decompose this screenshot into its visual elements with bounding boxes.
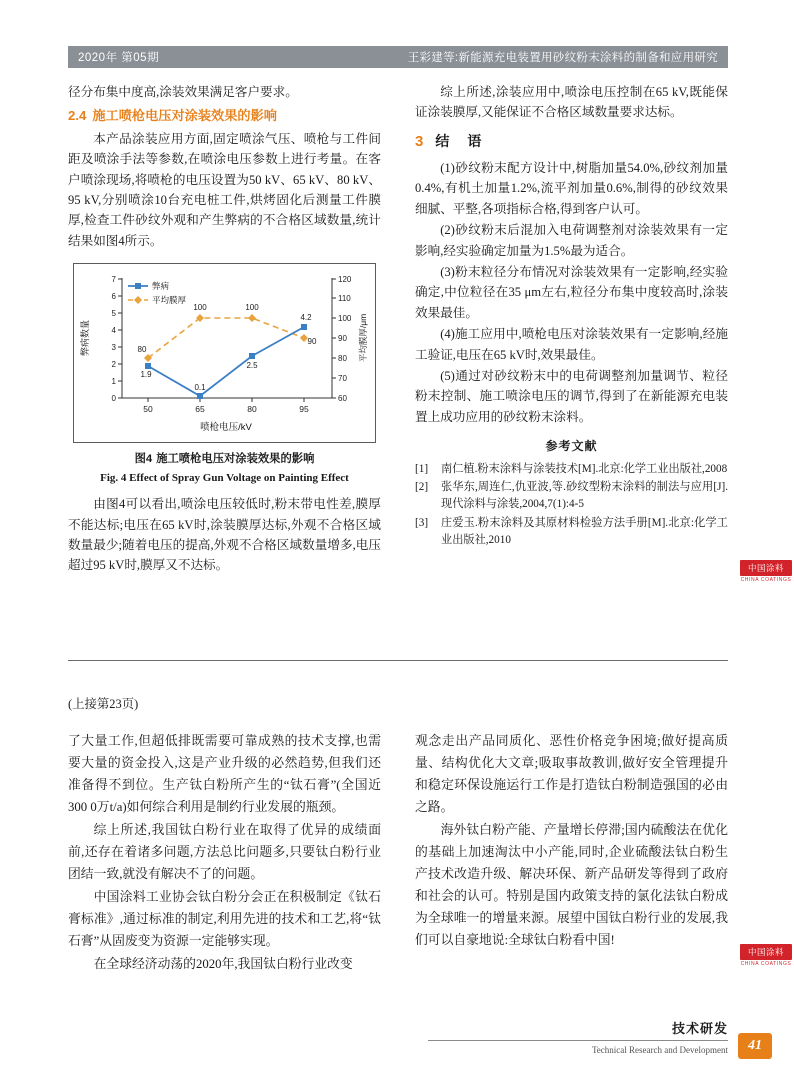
svg-text:0: 0	[111, 394, 116, 404]
logo-mark: 中国涂料	[740, 944, 792, 960]
conclusion-item-1: (1)砂纹粉末配方设计中,树脂加量54.0%,砂纹剂加量0.4%,有机土加量1.2%,流平剂加量0.6%,制得的砂纹效果细腻、平整,各项指标合格,得到客户认可。	[415, 161, 728, 216]
logo-subtext: CHINA COATINGS	[740, 961, 792, 967]
svg-text:3: 3	[111, 343, 116, 353]
article-divider	[68, 660, 728, 661]
svg-text:喷枪电压/kV: 喷枪电压/kV	[200, 422, 252, 434]
lower-columns	[68, 730, 728, 990]
svg-text:4.2: 4.2	[300, 313, 312, 323]
conclusion-item-2: (2)砂纹粉末后混加入电荷调整剂对涂装效果有一定影响,经实验确定加量为1.5%最为适合。	[415, 223, 728, 258]
figure-caption-text: 施工喷枪电压对涂装效果的影响	[156, 453, 315, 466]
section-heading-3	[415, 130, 728, 154]
section-2-4-title: 施工喷枪电压对涂装效果的影响	[92, 108, 277, 124]
left-para-top: 径分布集中度高,涂装效果满足客户要求。	[68, 85, 298, 99]
footer-section-en: Technical Research and Development	[591, 1045, 728, 1055]
left-para-2: 由图4可以看出,喷涂电压较低时,粉末带电性差,膜厚不能达标;电压在65 kV时,涂装膜厚达标,外观不合格区域数量最少;随着电压的提高,外观不合格区域数量增多,电压超过95 kV时,膜厚又不达标。	[68, 497, 381, 573]
lower-right-para-1: 观念走出产品同质化、恶性价格竞争困境;做好提高质量、结构优化大文章;吸取事故教训,做好安全管理提升和稳定环保设施运行工作是打造钛白粉制造强国的必由之路。	[415, 734, 728, 814]
reference-text: 庄爱玉.粉末涂料及其原材料检验方法手册[M].北京:化学工业出版社,2010	[441, 516, 728, 546]
section-3-number: 3	[415, 132, 426, 150]
reference-number: [1]	[415, 462, 429, 475]
svg-text:0.1: 0.1	[194, 383, 206, 393]
svg-text:80: 80	[137, 345, 147, 355]
conclusion-item-3: (3)粉末粒径分布情况对涂装效果有一定影响,经实验确定,中位粒径在35 μm左右,粒径分布集中度较高时,涂装效果最佳。	[415, 265, 728, 320]
lower-right-column	[415, 730, 728, 952]
conclusion-item-4: (4)施工应用中,喷枪电压对涂装效果有一定影响,经施工验证,电压在65 kV时,效果最佳。	[415, 327, 728, 362]
continued-note: (上接第23页)	[68, 697, 139, 711]
logo-subtext: CHINA COATINGS	[740, 577, 792, 583]
running-head	[68, 46, 728, 68]
left-para-1: 本产品涂装应用方面,固定喷涂气压、喷枪与工件间距及喷涂手法等参数,在喷涂电压参数上进行考量。在客户喷涂现场,将喷枪的电压设置为50 kV、65 kV、80 kV、95 kV,分别喷涂10台充电桩工件,烘烤固化后测量工件膜厚,检查工件砂纹外观和产生弊病的不合格区域数量,统计结果如图4所示。	[68, 131, 381, 248]
logo-mark: 中国涂料	[740, 560, 792, 576]
svg-text:80: 80	[338, 354, 347, 364]
left-column	[68, 82, 381, 577]
svg-text:5: 5	[111, 309, 116, 319]
svg-text:90: 90	[307, 337, 317, 347]
figure-caption-cn	[68, 450, 381, 468]
svg-text:100: 100	[193, 303, 207, 313]
figure-caption-en	[68, 470, 381, 488]
conclusion-item-5: (5)通过对砂纹粉末中的电荷调整剂加量调节、粒径粉末控制、施工喷涂电压的调节,得到了在新能源充电装置上成功应用的砂纹粉末涂料。	[415, 368, 728, 424]
lower-left-para-2: 综上所述,我国钛白粉行业在取得了优异的成绩面前,还存在着诸多问题,方法总比问题多,只要钛白粉行业团结一致,就没有解决不了的问题。	[68, 823, 381, 881]
reference-item	[415, 515, 728, 549]
figure-caption-label: 图4	[134, 453, 153, 466]
reference-number: [3]	[415, 516, 429, 529]
reference-number: [2]	[415, 481, 429, 494]
svg-text:平均膜厚: 平均膜厚	[152, 295, 187, 306]
svg-text:2: 2	[111, 360, 116, 370]
svg-text:1.9: 1.9	[140, 370, 152, 380]
svg-text:4: 4	[111, 326, 116, 336]
svg-text:90: 90	[338, 334, 347, 344]
svg-text:110: 110	[338, 294, 351, 304]
svg-text:50: 50	[143, 404, 153, 415]
lower-left-para-4: 在全球经济动荡的2020年,我国钛白粉行业改变	[93, 957, 353, 971]
svg-text:80: 80	[247, 404, 257, 415]
running-head-right: 王彩建等:新能源充电装置用砂纹粉末涂料的制备和应用研究	[407, 52, 718, 64]
figure-4	[68, 263, 381, 488]
section-2-4-number: 2.4	[68, 108, 87, 124]
figure-caption-en-text: Effect of Spray Gun Voltage on Painting Effect	[129, 472, 349, 485]
page-footer	[0, 1015, 794, 1077]
svg-text:100: 100	[338, 314, 352, 324]
svg-text:6: 6	[111, 292, 116, 302]
svg-text:2.5: 2.5	[246, 361, 258, 371]
running-head-left: 2020年 第05期	[78, 52, 160, 64]
reference-text: 张华东,周连仁,仇亚波,等.砂纹型粉末涂料的制法与应用[J].现代涂料与涂装,2004,7(1):4-5	[441, 481, 728, 511]
svg-text:95: 95	[299, 404, 309, 415]
china-coatings-logo	[740, 560, 792, 584]
svg-text:60: 60	[338, 394, 347, 404]
main-columns	[68, 82, 728, 622]
chart-container	[73, 263, 376, 443]
page-number: 41	[738, 1033, 772, 1059]
svg-text:100: 100	[245, 303, 259, 313]
right-para-1: 综上所述,涂装应用中,喷涂电压控制在65 kV,既能保证涂装膜厚,又能保证不合格区域数量要求达标。	[415, 85, 728, 120]
figure-caption-en-label: Fig. 4	[100, 472, 127, 485]
svg-text:平均膜厚/μm: 平均膜厚/μm	[358, 313, 368, 363]
right-column	[415, 82, 728, 551]
svg-text:70: 70	[338, 374, 347, 384]
lower-left-para-3: 中国涂料工业协会钛白粉分会正在积极制定《钛石膏标准》,通过标准的制定,利用先进的技术和工艺,将“钛石膏”从固废变为资源一定能够实现。	[68, 890, 381, 948]
references-title: 参考文献	[545, 439, 598, 454]
svg-text:1: 1	[111, 377, 116, 387]
svg-text:弊病数量: 弊病数量	[80, 320, 90, 357]
footer-rule	[428, 1040, 728, 1041]
svg-text:65: 65	[195, 404, 205, 415]
lower-left-para-1: 了大量工作,但超低排既需要可靠成熟的技术支撑,也需要大量的资金投入,这是产业升级的必然趋势,但我们还准备得不到位。生产钛白粉所产生的“钛石膏”(全国近300 0万t/a)如何综合利用是制约行业发展的瓶颈。	[68, 734, 381, 814]
lower-left-column	[68, 730, 381, 976]
section-heading-2-4	[68, 105, 381, 126]
svg-text:弊病: 弊病	[152, 281, 170, 292]
lower-right-para-2: 海外钛白粉产能、产量增长停滞;国内硫酸法在优化的基础上加速淘汰中小产能,同时,企业硫酸法钛白粉生产技术改造升级、解决环保、新产品研发等得到了政府和社会的认可。特别是国内政策支持的氯化法钛白粉成为全球唯一的增量来源。展望中国钛白粉行业的发展,我们可以自豪地说:全球钛白粉看中国!	[415, 823, 728, 947]
reference-item	[415, 479, 728, 513]
svg-text:120: 120	[338, 275, 352, 285]
svg-text:7: 7	[111, 275, 116, 285]
reference-text: 南仁植.粉末涂料与涂装技术[M].北京:化学工业出版社,2008	[441, 462, 728, 475]
footer-section-cn: 技术研发	[671, 1021, 728, 1036]
china-coatings-logo-bottom	[740, 944, 792, 968]
chart-svg	[74, 264, 375, 442]
section-3-title: 结 语	[435, 132, 484, 149]
reference-item	[415, 461, 728, 478]
